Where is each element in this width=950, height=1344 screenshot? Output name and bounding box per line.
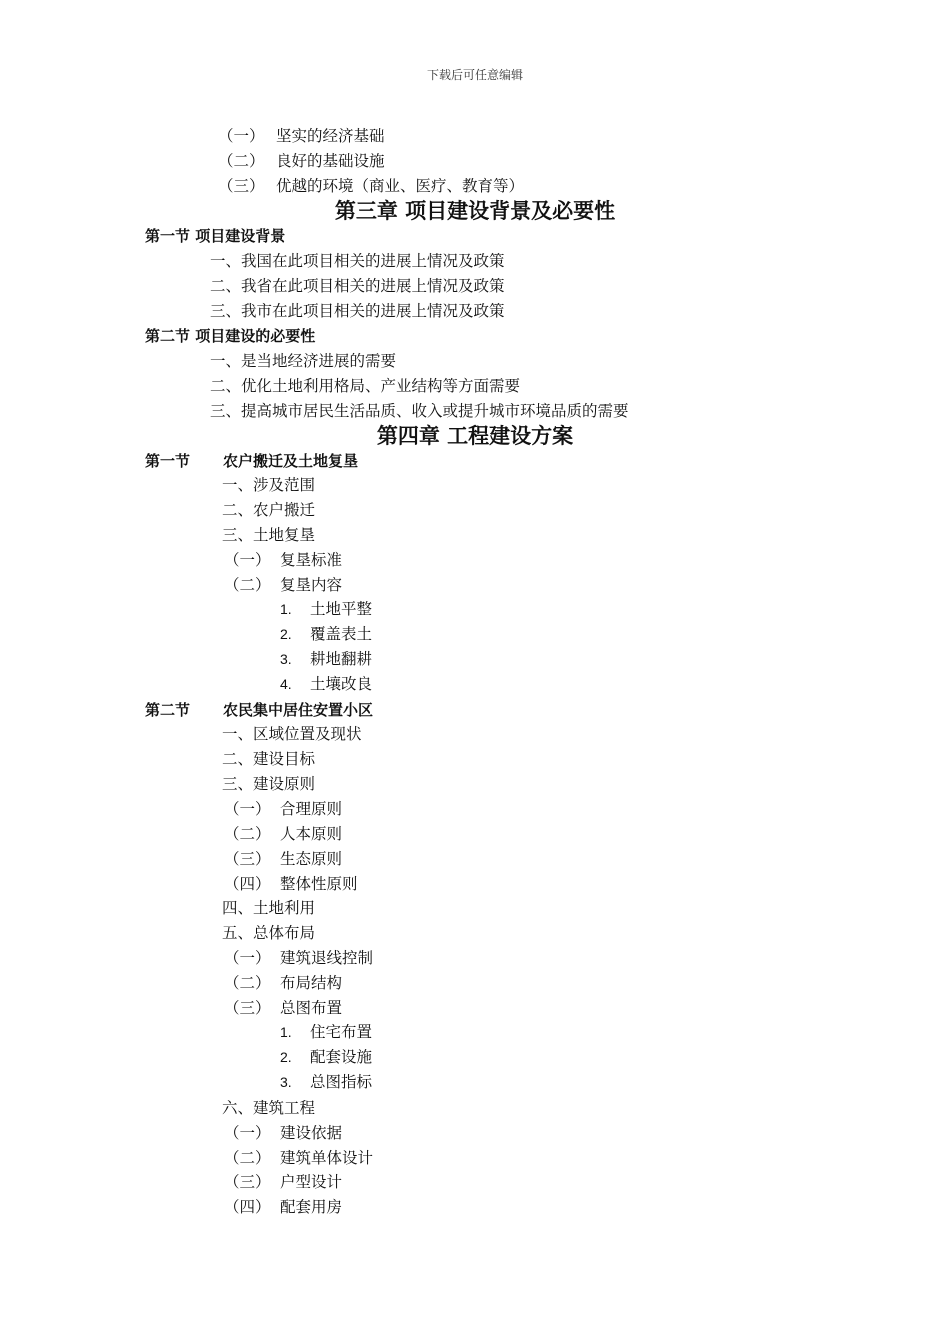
list-item: 一、我国在此项目相关的进展上情况及政策: [210, 252, 505, 270]
item-number: 2.: [280, 1049, 292, 1065]
item-text: 户型设计: [280, 1173, 343, 1191]
item-text: 配套用房: [280, 1198, 343, 1216]
item-text: 优越的环境（商业、医疗、教育等）: [276, 177, 525, 195]
list-item: 一、是当地经济进展的需要: [210, 352, 397, 370]
item-text: 建设依据: [280, 1124, 343, 1142]
list-item: 一、区域位置及现状: [222, 725, 362, 743]
item-text: 坚实的经济基础: [276, 127, 385, 145]
item-number: （三）: [224, 850, 271, 868]
chapter-title: 第四章 工程建设方案: [376, 424, 574, 448]
section-title: [145, 700, 373, 720]
list-item: 六、建筑工程: [222, 1099, 316, 1117]
item-number: 2.: [280, 626, 292, 642]
list-item: 三、我市在此项目相关的进展上情况及政策: [210, 302, 505, 320]
item-text: 整体性原则: [280, 875, 358, 893]
section-name: 农户搬迁及土地复垦: [223, 452, 359, 470]
list-item: 五、总体布局: [222, 924, 316, 942]
item-number: （四）: [224, 1198, 271, 1216]
list-item: [224, 1123, 342, 1143]
item-text: 布局结构: [280, 974, 343, 992]
item-number: 1.: [280, 1024, 292, 1040]
item-number: （二）: [218, 152, 265, 170]
list-item: [218, 126, 385, 146]
item-text: 建筑退线控制: [280, 949, 374, 967]
item-number: 3.: [280, 651, 292, 667]
chapter-title: 第三章 项目建设背景及必要性: [334, 199, 616, 223]
item-text: 复垦标准: [280, 551, 343, 569]
item-text: 复垦内容: [280, 576, 343, 594]
item-number: （一）: [218, 127, 265, 145]
item-number: 4.: [280, 676, 292, 692]
item-number: （二）: [224, 1149, 271, 1167]
list-item: [280, 1072, 372, 1092]
list-item: [280, 599, 372, 619]
list-item: [224, 1197, 342, 1217]
item-text: 生态原则: [280, 850, 343, 868]
item-number: （三）: [224, 999, 271, 1017]
list-item: [280, 1022, 372, 1042]
list-item: [224, 550, 342, 570]
item-number: （三）: [224, 1173, 271, 1191]
list-item: [280, 674, 372, 694]
list-item: 二、建设目标: [222, 750, 316, 768]
item-text: 合理原则: [280, 800, 343, 818]
item-text: 土壤改良: [310, 675, 373, 693]
item-text: 总图指标: [310, 1073, 373, 1091]
item-text: 耕地翻耕: [310, 650, 373, 668]
list-item: [280, 649, 372, 669]
list-item: [224, 1148, 373, 1168]
list-item: [224, 1172, 342, 1192]
item-number: （一）: [224, 551, 271, 569]
item-number: （三）: [218, 177, 265, 195]
section-title: [145, 451, 358, 471]
item-number: （二）: [224, 974, 271, 992]
list-item: [224, 998, 342, 1018]
list-item: 二、优化土地利用格局、产业结构等方面需要: [210, 377, 521, 395]
item-number: （一）: [224, 1124, 271, 1142]
list-item: [224, 575, 342, 595]
list-item: [218, 176, 524, 196]
item-text: 人本原则: [280, 825, 343, 843]
list-item: 一、涉及范围: [222, 476, 316, 494]
list-item: 三、建设原则: [222, 775, 316, 793]
item-number: （二）: [224, 576, 271, 594]
section-number: 第二节: [145, 701, 191, 719]
list-item: [224, 799, 342, 819]
item-number: （四）: [224, 875, 271, 893]
list-item: 三、提高城市居民生活品质、收入或提升城市环境品质的需要: [210, 402, 629, 420]
item-text: 良好的基础设施: [276, 152, 385, 170]
list-item: 二、我省在此项目相关的进展上情况及政策: [210, 277, 505, 295]
item-text: 土地平整: [310, 600, 373, 618]
list-item: [280, 1047, 372, 1067]
item-number: 1.: [280, 601, 292, 617]
item-text: 建筑单体设计: [280, 1149, 374, 1167]
section-title: 第一节 项目建设背景: [145, 227, 286, 245]
section-name: 农民集中居住安置小区: [223, 701, 374, 719]
item-number: （一）: [224, 949, 271, 967]
list-item: [224, 849, 342, 869]
list-item: 三、土地复垦: [222, 526, 316, 544]
item-text: 配套设施: [310, 1048, 373, 1066]
item-text: 总图布置: [280, 999, 343, 1017]
item-number: （二）: [224, 825, 271, 843]
list-item: [280, 624, 372, 644]
list-item: [224, 874, 358, 894]
list-item: 四、土地利用: [222, 899, 316, 917]
list-item: 二、农户搬迁: [222, 501, 316, 519]
item-text: 住宅布置: [310, 1023, 373, 1041]
list-item: [224, 973, 342, 993]
section-number: 第一节: [145, 452, 191, 470]
item-number: （一）: [224, 800, 271, 818]
list-item: [224, 824, 342, 844]
item-text: 覆盖表土: [310, 625, 373, 643]
list-item: [224, 948, 373, 968]
list-item: [218, 151, 385, 171]
page-header: 下载后可任意编辑: [426, 68, 523, 82]
section-title: 第二节 项目建设的必要性: [145, 327, 316, 345]
item-number: 3.: [280, 1074, 292, 1090]
